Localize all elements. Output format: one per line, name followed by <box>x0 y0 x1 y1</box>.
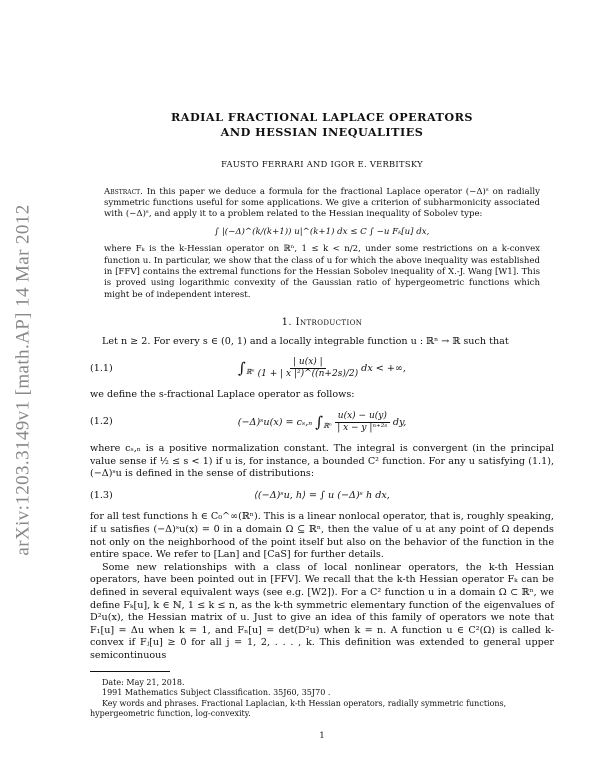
abstract-text-1: In this paper we deduce a formula for the fractional Laplace operator (−Δ)ˢ on radially symmetric functions useful for some applications. We give a criterion of subharmonicity associated with (−Δ)ˢ, and apply it to a problem related to the Hessian inequality of Sobolev type: <box>104 186 541 220</box>
footnote-keywords: Key words and phrases. Fractional Laplacian, k-th Hessian operators, radially symmetric functions, hypergeometric function, log-convexity. <box>90 698 507 719</box>
arxiv-id: arXiv:1203.3149v1 [math.AP] 14 Mar 2012 <box>13 204 35 556</box>
intro-paragraph-1: Let n ≥ 2. For every s ∈ (0, 1) and a locally integrable function u : ℝⁿ → ℝ such that <box>102 335 509 347</box>
fraction: $\frac{u(x) - u(y)}{\text{| x − y |ⁿ⁺²ˢ}}$ <box>335 411 390 434</box>
equation-number: (1.1) <box>90 362 113 374</box>
integral-sign: ∫ <box>238 359 246 378</box>
equation-1-1: (1.1) $\int_{ℝ^n}$ $\frac{| u(x) |}{\text{(1 + | x |²)\textasciicircum{}((n+2s)/2)}}$ dx < +∞, <box>90 357 406 380</box>
fraction: $\frac{| u(x) |}{\text{(1 + | x |²)\textasciicircum{}((n+2s)/2)}}$ <box>257 357 359 380</box>
abstract-text-2: where Fₖ is the k-Hessian operator on ℝⁿ, 1 ≤ k < n/2, under some restrictions on a k-convex function u. In particular, we show that the class of u for which the above inequality was established in [FFV] contains the extremal functions for the Hessian Sobolev inequality of X.-J. Wang [W1]. This is proved using logarithmic convexity of the Gaussian ratio of hypergeometric functions which might be of independent interest. <box>104 244 540 300</box>
paper-authors: FAUSTO FERRARI AND IGOR E. VERBITSKY <box>221 159 423 169</box>
equation-number: (1.2) <box>90 416 113 428</box>
footnote-date: Date: May 21, 2018. <box>102 677 185 687</box>
abstract-label: Abstract. <box>104 186 143 197</box>
paper-page <box>90 110 554 743</box>
arxiv-stamp <box>6 170 42 590</box>
section-heading: 1. Introduction <box>281 317 363 329</box>
abstract-equation: ∫ |(−Δ)^(k/(k+1)) u|^(k+1) dx ≤ C ∫ −u Fₖ[u] dx, <box>214 226 430 237</box>
intro-paragraph-4: for all test functions h ∈ C₀^∞(ℝⁿ). This is a linear nonlocal operator, that is, roughly speaking, if u satisfies (−Δ)ˢu(x) = 0 in a domain Ω ⊆ ℝⁿ, then the value of u at any point of Ω depends not only on the neighborhood of the point itself but also on the behavior of the function in the entire space. We refer to [Lan] and [CaS] for further details. <box>90 511 554 561</box>
footnotes <box>90 678 554 720</box>
equation-1-2: (1.2) (−Δ)ˢu(x) = cₛ,ₙ $\int_{ℝ^n}$ $\frac{u(x) - u(y)}{\text{| x − y |ⁿ⁺²ˢ}}$ dy, <box>90 411 407 434</box>
paper-title: RADIAL FRACTIONAL LAPLACE OPERATORS AND HESSIAN INEQUALITIES <box>171 110 473 139</box>
footnote-divider <box>90 671 170 672</box>
abstract <box>104 187 540 302</box>
page-number: 1 <box>319 730 325 741</box>
integral-sign: ∫ <box>315 413 324 432</box>
equation-number: (1.3) <box>90 489 113 501</box>
intro-paragraph-5: Some new relationships with a class of local nonlinear operators, the k-th Hessian operators, have been pointed out in [FFV]. We recall that the k-th Hessian operator Fₖ can be defined in several equivalent ways (see e.g. [W2]). For a C² function u in a domain Ω ⊂ ℝⁿ, we define Fₖ[u], k ∈ ℕ, 1 ≤ k ≤ n, as the k-th symmetric elementary function of the eigenvalues of D²u(x), the Hessian matrix of u. Just to give an idea of this family of operators we note that F₁[u] = Δu when k = 1, and Fₙ[u] = det(D²u) when k = n. A function u ∈ C²(Ω) is called k-convex if Fⱼ[u] ≥ 0 for all j = 1, 2, . . . , k. This definition was extended to general upper semicontinuous <box>90 561 554 661</box>
intro-paragraph-2: we define the s-fractional Laplace operator as follows: <box>90 389 355 401</box>
footnote-msc: 1991 Mathematics Subject Classification. 35J60, 35J70 . <box>102 688 331 698</box>
equation-1-3: (1.3) ⟨(−Δ)ˢu, h⟩ = ∫ u (−Δ)ˢ h dx, <box>90 489 390 501</box>
intro-paragraph-3: where cₛ,ₙ is a positive normalization constant. The integral is convergent (in the principal value sense if ½ ≤ s < 1) if u is, for instance, a bounded C² function. For any u satisfying (1.1), (−Δ)ˢu is defined in the sense of distributions: <box>90 443 554 480</box>
